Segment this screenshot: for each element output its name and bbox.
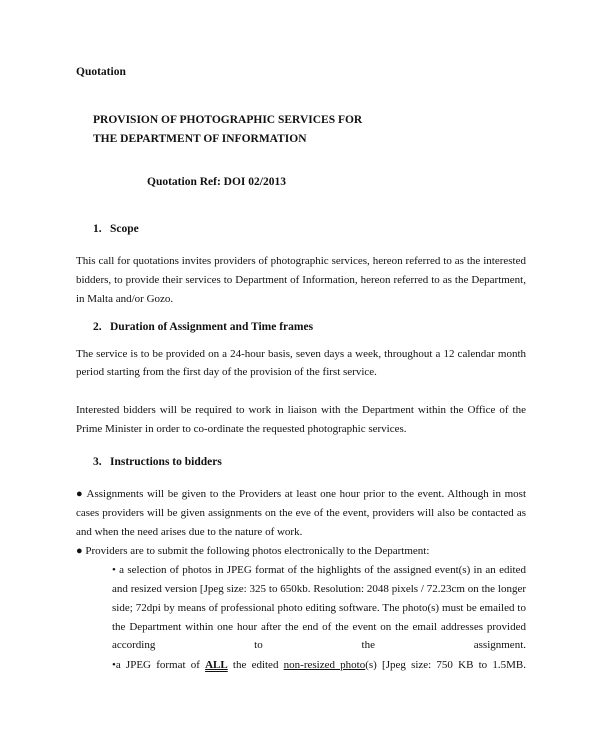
- section-1-number: 1.: [93, 223, 102, 235]
- sub-bullet-2-all: ALL: [205, 659, 228, 671]
- sub-bullet-2-line-1: [112, 659, 526, 671]
- bullet-2: ● Providers are to submit the following photos electronically to the Department:: [76, 545, 430, 557]
- section-2-para-1-line-2: period starting from the first day of the provision of the first service.: [76, 366, 377, 378]
- sub-bullet-2-suffix: (s) [Jpeg size: 750 KB to 1.5MB.: [365, 659, 526, 671]
- sub-bullet-1-line-2: and resized version [Jpeg size: 325 to 650kb. Resolution: 2048 pixels / 72.23cm on the longer: [112, 583, 526, 595]
- sub-bullet-1-line-1: • a selection of photos in JPEG format of the highlights of the assigned event(s) in an edited: [112, 564, 526, 576]
- bullet-1-line-3: and when the need arises due to the nature of work.: [76, 526, 303, 538]
- title-line-2: THE DEPARTMENT OF INFORMATION: [93, 133, 307, 145]
- section-2-number: 2.: [93, 321, 102, 333]
- section-1-line-3: in Malta and/or Gozo.: [76, 293, 174, 305]
- title-line-1: PROVISION OF PHOTOGRAPHIC SERVICES FOR: [93, 114, 363, 126]
- section-1-line-1: This call for quotations invites providers of photographic services, hereon referred to as the interested: [76, 255, 526, 267]
- section-2-heading: Duration of Assignment and Time frames: [110, 321, 314, 333]
- section-2-para-2-line-1: Interested bidders will be required to work in liaison with the Department within the Office of the: [76, 404, 526, 416]
- section-3-number: 3.: [93, 456, 102, 468]
- sub-bullet-2-prefix: •a JPEG format of: [112, 659, 206, 671]
- sub-bullet-2-middle: the edited: [227, 659, 284, 671]
- section-2-para-1-line-1: The service is to be provided on a 24-hour basis, seven days a week, throughout a 12 calendar month: [76, 348, 526, 360]
- sub-bullet-2-non-resized: non-resized photo: [283, 659, 366, 671]
- sub-bullet-1-line-4: the Department within one hour after the end of the event on the email addresses provided: [112, 621, 526, 633]
- sub-bullet-1-line-3: side; 72dpi by means of professional photo editing software. The photo(s) must be emailed to: [112, 602, 526, 614]
- section-2-para-2-line-2: Prime Minister in order to co-ordinate the requested photographic services.: [76, 423, 407, 435]
- quotation-ref: Quotation Ref: DOI 02/2013: [147, 176, 286, 188]
- section-1-line-2: bidders, to provide their services to Department of Information, hereon referred to as the Department,: [76, 274, 526, 286]
- bullet-1-line-1: ● Assignments will be given to the Providers at least one hour prior to the event. Although in most: [76, 488, 526, 500]
- bullet-1-line-2: cases providers will be given assignments on the eve of the event, providers will also be contacted as: [76, 507, 526, 519]
- section-1-heading: Scope: [110, 223, 139, 235]
- sub-bullet-1-line-5: according to the assignment.: [112, 639, 526, 651]
- section-3-heading: Instructions to bidders: [110, 456, 222, 468]
- document-label: Quotation: [76, 66, 126, 78]
